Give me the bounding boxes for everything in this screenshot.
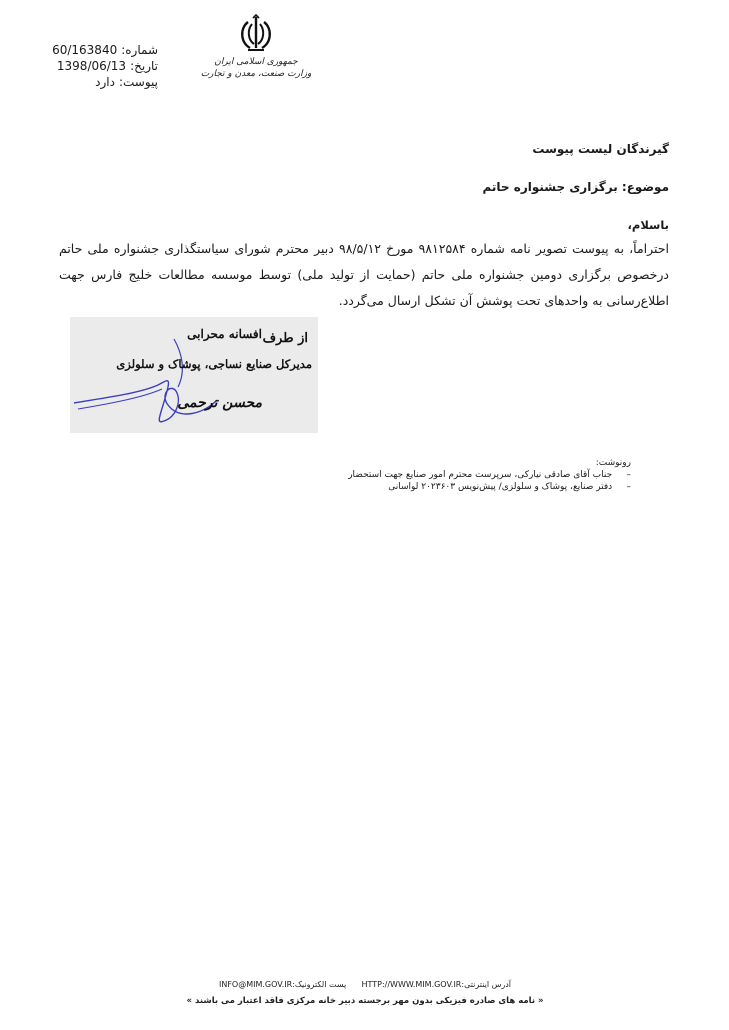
cc-label: رونوشت: [595,458,631,468]
signature-on-behalf: از طرف [262,331,308,346]
footer-email-label: پست الکترونیک: [292,980,347,989]
signature-block [70,317,318,433]
signature-handwritten-name: محسن ترحمی [177,395,262,411]
cc-block [311,457,631,493]
letter-date-row [30,58,158,74]
letter-number-value: 60/163840 [52,43,118,57]
letter-date-label: تاریخ: [130,59,158,73]
letter-attachment-label: پیوست: [118,75,158,89]
recipient-line: گیرندگان لیست پیوست [532,142,669,156]
footer-web-value: HTTP://WWW.MIM.GOV.IR [361,980,462,989]
letter-attachment-value: دارد [95,75,115,89]
signature-title: مدیرکل صنایع نساجی، پوشاک و سلولزی [116,357,312,371]
letter-date-value: 1398/06/13 [56,59,127,73]
cc-item-text: جناب آقای صادقی نیارکی، سرپرست محترم امور صنایع جهت استحضار [348,470,613,480]
letter-body-paragraph: احتراماً، به پیوست تصویر نامه شماره ۹۸۱۲۵۸۴ مورخ ۹۸/۵/۱۲ دبیر محترم شورای سیاستگذاری جشنواره ملی حاتم درخصوص برگزاری دومین جشنواره ملی حاتم (حمایت از تولید ملی) توسط موسسه مطالعات خلیج فارس جهت اطلاع‌رسانی به واحدهای تحت پوشش آن تشکل ارسال می‌گردد. [59,241,669,308]
letter-meta [30,42,158,90]
footer-note: « نامه های صادره فیزیکی بدون مهر برجسته دبیر خانه مرکزی فاقد اعتبار می باشند » [186,996,544,1006]
ministry-line-2: وزارت صنعت، معدن و تجارت [200,69,312,79]
ministry-name [196,56,316,80]
subject-line: موضوع: برگزاری جشنواره حاتم [482,180,669,194]
greeting-line: باسلام، [627,218,669,232]
cc-item: – دفتر صنایع، پوشاک و سلولزی/ پیش‌نویس ۲۰۲۳۶۰۳ لواسانی [388,482,631,492]
footer-email-value: INFO@MIM.GOV.IR [218,980,293,989]
signature-name: افسانه محرابی [187,327,262,341]
ministry-line-1: جمهوری اسلامی ایران [214,57,298,67]
cc-item-text: دفتر صنایع، پوشاک و سلولزی/ پیش‌نویس ۲۰۲۳۶۰۳ لواسانی [388,482,613,492]
cc-item: – جناب آقای صادقی نیارکی، سرپرست محترم امور صنایع جهت استحضار [348,470,631,480]
iran-emblem-icon [234,14,278,54]
letter-attachment-row [30,74,158,90]
letter-number-row [30,42,158,58]
footer-contact [200,980,530,989]
letter-number-label: شماره: [121,43,158,57]
footer-web-label: آدرس اینترنتی: [461,980,512,989]
